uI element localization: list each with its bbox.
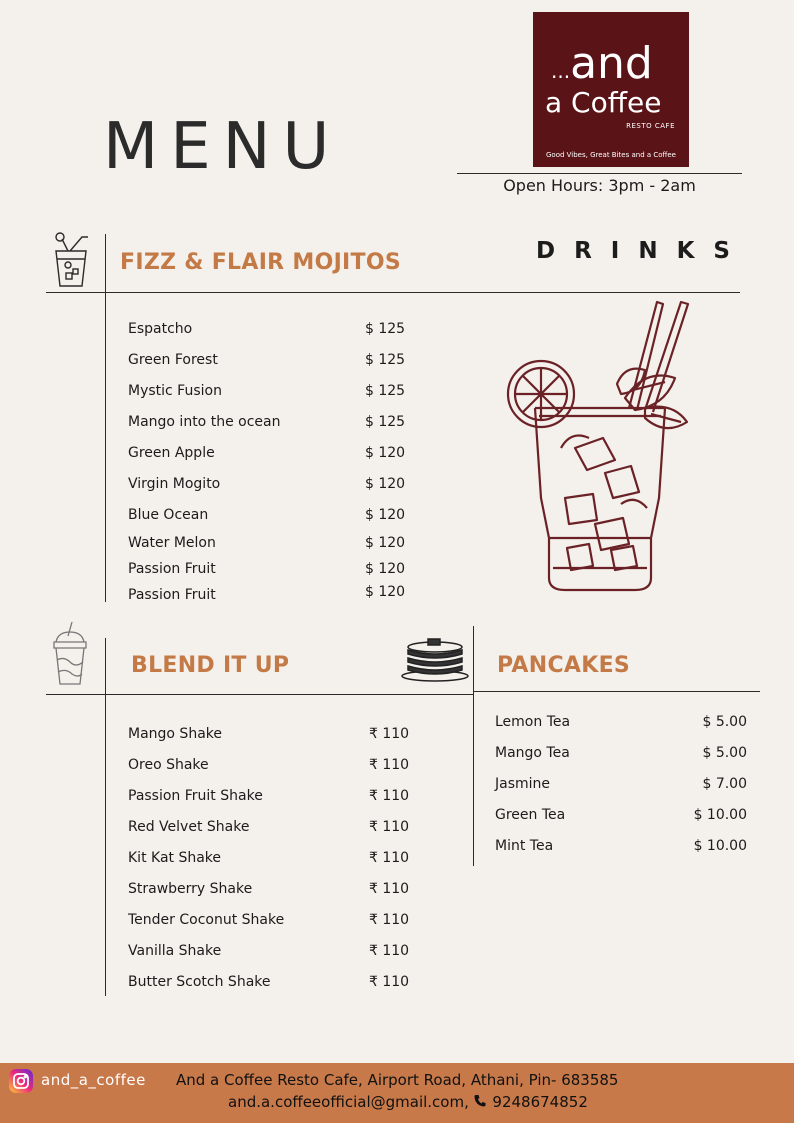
shake-item: Red Velvet Shake xyxy=(128,819,250,835)
mojito-item: Mango into the ocean xyxy=(128,414,281,430)
cafe-logo xyxy=(533,12,689,167)
mojito-price: $ 120 xyxy=(365,584,406,600)
email-link[interactable]: and.a.coffeeofficial@gmail.com, xyxy=(228,1093,469,1111)
mojito-price: $ 120 xyxy=(365,535,406,551)
pancake-price: $ 10.00 xyxy=(693,807,747,823)
shake-item: Butter Scotch Shake xyxy=(128,974,271,990)
page-title: MENU xyxy=(103,110,342,184)
mojito-price: $ 125 xyxy=(365,414,406,430)
hours-divider xyxy=(457,173,742,174)
drinks-label: DRINKS xyxy=(536,238,749,264)
pancake-price: $ 7.00 xyxy=(702,776,747,792)
mojito-item: Passion Fruit xyxy=(128,561,216,577)
mojito-item: Virgin Mogito xyxy=(128,476,221,492)
shake-price: ₹ 110 xyxy=(369,943,410,959)
logo-dots: ... xyxy=(551,59,571,83)
pancake-price: $ 10.00 xyxy=(693,838,747,854)
pancakes-vertical-rule xyxy=(473,626,474,866)
shake-item: Vanilla Shake xyxy=(128,943,222,959)
contact-line xyxy=(228,1093,588,1111)
logo-line1: and xyxy=(570,38,653,89)
mojitos-divider xyxy=(46,292,740,293)
mojito-item: Mystic Fusion xyxy=(128,383,222,399)
pancake-item: Mint Tea xyxy=(495,838,554,854)
logo-line2: a Coffee xyxy=(545,86,662,119)
instagram-handle[interactable]: and_a_coffee xyxy=(41,1071,146,1089)
shake-price: ₹ 110 xyxy=(369,850,410,866)
mojito-item: Green Forest xyxy=(128,352,218,368)
shakes-title: BLEND IT UP xyxy=(131,653,290,678)
shake-price: ₹ 110 xyxy=(369,788,410,804)
shake-item: Kit Kat Shake xyxy=(128,850,222,866)
mojito-price: $ 120 xyxy=(365,476,406,492)
pancakes-divider xyxy=(474,691,760,692)
shake-item: Tender Coconut Shake xyxy=(128,912,285,928)
mojito-price: $ 120 xyxy=(365,445,406,461)
shake-item: Mango Shake xyxy=(128,726,222,742)
pancake-item: Mango Tea xyxy=(495,745,570,761)
pancake-stack-icon xyxy=(400,634,470,682)
mojito-price: $ 125 xyxy=(365,321,406,337)
mojitos-title: FIZZ & FLAIR MOJITOS xyxy=(120,250,401,275)
cafe-address: And a Coffee Resto Cafe, Airport Road, Athani, Pin- 683585 xyxy=(176,1071,619,1089)
pancake-item: Lemon Tea xyxy=(495,714,571,730)
shake-item: Passion Fruit Shake xyxy=(128,788,263,804)
pancake-item: Green Tea xyxy=(495,807,566,823)
shakes-vertical-rule xyxy=(105,638,106,996)
shake-cup-icon xyxy=(50,620,90,688)
mojito-item: Blue Ocean xyxy=(128,507,209,523)
pancake-price: $ 5.00 xyxy=(702,745,747,761)
shake-price: ₹ 110 xyxy=(369,974,410,990)
mojito-price: $ 125 xyxy=(365,383,406,399)
mojito-glass-icon xyxy=(48,229,92,289)
mojito-illustration xyxy=(505,298,695,603)
mojito-price: $ 125 xyxy=(365,352,406,368)
shake-price: ₹ 110 xyxy=(369,726,410,742)
mojito-price: $ 120 xyxy=(365,507,406,523)
logo-subtitle: RESTO CAFE xyxy=(626,122,675,130)
pancake-item: Jasmine xyxy=(495,776,551,792)
shakes-divider xyxy=(46,694,474,695)
mojito-item: Passion Fruit xyxy=(128,587,216,603)
shake-item: Strawberry Shake xyxy=(128,881,253,897)
mojito-item: Water Melon xyxy=(128,535,216,551)
pancakes-title: PANCAKES xyxy=(497,653,631,678)
phone-number[interactable]: 9248674852 xyxy=(492,1093,588,1111)
shake-item: Oreo Shake xyxy=(128,757,209,773)
shake-price: ₹ 110 xyxy=(369,757,410,773)
shake-price: ₹ 110 xyxy=(369,881,410,897)
mojito-item: Green Apple xyxy=(128,445,215,461)
mojito-item: Espatcho xyxy=(128,321,193,337)
open-hours: Open Hours: 3pm - 2am xyxy=(503,176,696,195)
mojitos-vertical-rule xyxy=(105,234,106,602)
logo-tagline: Good Vibes, Great Bites and a Coffee xyxy=(546,151,676,159)
shake-price: ₹ 110 xyxy=(369,912,410,928)
instagram-icon[interactable] xyxy=(9,1069,33,1093)
shake-price: ₹ 110 xyxy=(369,819,410,835)
phone-icon xyxy=(474,1093,488,1111)
pancake-price: $ 5.00 xyxy=(702,714,747,730)
mojito-price: $ 120 xyxy=(365,561,406,577)
